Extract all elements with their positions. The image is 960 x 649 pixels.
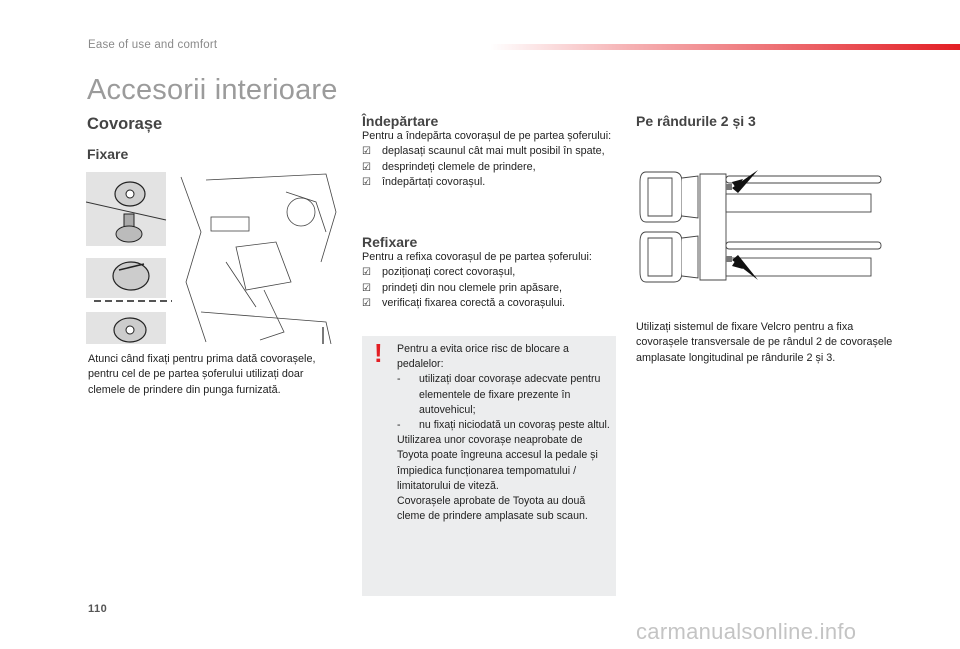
page-title: Accesorii interioare [87,74,338,106]
warning-paragraph: Utilizarea unor covorașe neaprobate de Toyota poate îngreuna accesul la pedale și împiedica funcționarea tempomatului / limitatorului de viteză. [397,434,598,492]
refit-steps [362,265,612,311]
warning-text [397,342,611,524]
warning-intro: Pentru a evita orice risc de blocare a pedalelor: [397,343,569,371]
heading-refit: Refixare [362,234,418,250]
heading-removal: Îndepărtare [362,113,439,129]
floor-mat-fixing-illustration [86,172,341,344]
removal-section [362,129,612,191]
header-accent-rule [490,44,960,50]
refit-section [362,250,612,312]
refit-intro: Pentru a refixa covorașul de pe partea șoferului: [362,251,592,263]
refit-step: ☑ poziționați corect covorașul, [362,265,612,280]
watermark: carmanualsonline.info [636,619,857,644]
removal-step: ☑ îndepărtați covorașul. [362,175,612,190]
removal-step: ☑ deplasați scaunul cât mai mult posibil în spate, [362,144,612,159]
page-number: 110 [88,603,108,615]
heading-rows-2-3: Pe rândurile 2 și 3 [636,113,756,129]
right-note: Utilizați sistemul de fixare Velcro pentru a fixa covorașele transversale de pe rândul 2 de covorașele amplasate longitudinal pe rândurile 2 și 3. [636,321,893,364]
removal-step: ☑ desprindeți clemele de prindere, [362,160,612,175]
removal-steps [362,144,612,190]
warning-item: - utilizați doar covorașe adecvate pentru elementele de fixare prezente în autovehicul; [397,372,611,418]
subheading-fixing: Fixare [87,146,129,162]
refit-step: ☑ verificați fixarea corectă a covorașului. [362,296,612,311]
removal-intro: Pentru a îndepărta covorașul de pe partea șoferului: [362,130,612,142]
heading-floor-mats: Covorașe [87,115,163,133]
warning-paragraph: Covorașele aprobate de Toyota au două cleme de prindere amplasate sub scaun. [397,495,588,523]
section-label: Ease of use and comfort [88,39,218,51]
warning-item: - nu fixați niciodată un covoraș peste altul. [397,418,611,433]
refit-step: ☑ prindeți din nou clemele prin apăsare, [362,281,612,296]
warning-box [362,336,616,596]
warning-list [397,372,611,433]
seat-rows-mat-illustration [636,160,886,290]
left-note: Atunci când fixați pentru prima dată covorașele, pentru cel de pe partea șoferului utilizați doar clemele de prindere din punga furnizată. [88,353,316,396]
exclamation-icon: ! [374,338,383,368]
